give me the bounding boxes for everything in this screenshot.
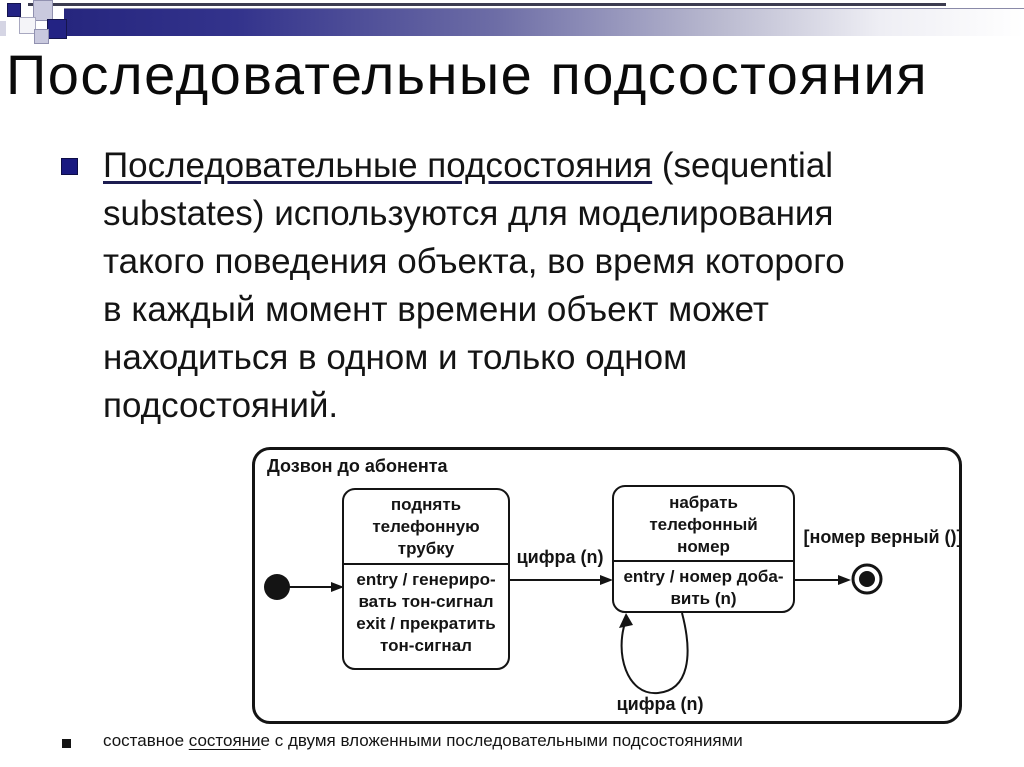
substate1-action-line: exit / прекратить — [356, 614, 496, 633]
decor-square-navy-2 — [47, 19, 67, 39]
bullet-line-3: такого поведения объекта, во время которого — [103, 242, 845, 281]
decor-square-navy-1 — [7, 3, 21, 17]
caption-underlined-term: состояни — [188, 731, 261, 750]
decor-square-lavender-1 — [33, 0, 53, 21]
bullet-line-4: в каждый момент времени объект может — [103, 290, 769, 329]
self-loop-arrowhead-icon — [619, 613, 633, 628]
bullet-line-6: подсостояний. — [103, 386, 339, 425]
substate1-action-line: тон-сигнал — [380, 636, 472, 655]
substate2-action-line: entry / номер доба- — [623, 567, 784, 586]
substate1-title — [344, 490, 508, 565]
slide-title: Последовательные подсостояния — [6, 43, 929, 106]
self-loop-label: цифра (n) — [616, 694, 704, 714]
bullet-line-1-rest: (sequential — [652, 146, 834, 185]
substate1-title-line: трубку — [397, 539, 455, 558]
substate2-actions — [614, 562, 793, 610]
header-gradient-bar — [64, 8, 1024, 36]
caption — [103, 731, 983, 751]
bullet-underlined-term: Последовательные подсостояния — [103, 146, 653, 185]
substate2-title — [614, 487, 793, 562]
substate1-actions — [344, 565, 508, 657]
bullet-paragraph — [103, 142, 983, 430]
header-thin-rule — [28, 3, 946, 6]
substate2-action-line: вить (n) — [670, 589, 737, 608]
substate1-action-line: вать тон-сигнал — [358, 592, 494, 611]
initial-state-dot — [264, 574, 290, 600]
bullet-line-5: находиться в одном и только одном — [103, 338, 688, 377]
decor-square-lavender-3 — [0, 21, 6, 36]
transition2-arrowhead-icon — [838, 575, 851, 585]
substate2-title-line: номер — [677, 537, 730, 556]
final-guard-label: [номер верный ()] — [803, 527, 963, 547]
transition1-label: цифра (n) — [516, 547, 604, 567]
substate1-title-line: телефонную — [372, 517, 480, 536]
substate-dial-number — [612, 485, 795, 613]
substate1-action-line: entry / генериро- — [356, 570, 496, 589]
composite-state-label: Дозвон до абонента — [267, 456, 448, 476]
substate1-title-line: поднять — [390, 495, 462, 514]
substate-lift-handset — [342, 488, 510, 670]
substate2-title-line: набрать — [669, 493, 738, 512]
composite-state-diagram — [252, 447, 962, 724]
bullet-line-2: substates) используются для моделирования — [103, 194, 834, 233]
caption-suffix: е с двумя вложенными последовательными подсостояниями — [260, 731, 743, 750]
substate2-title-line: телефонный — [649, 515, 758, 534]
caption-bullet-square-icon — [62, 739, 71, 748]
bullet-square-icon — [61, 158, 78, 175]
caption-prefix: составное — [103, 731, 189, 750]
final-state-dot-icon — [859, 571, 875, 587]
bullet-line-1 — [103, 142, 983, 190]
